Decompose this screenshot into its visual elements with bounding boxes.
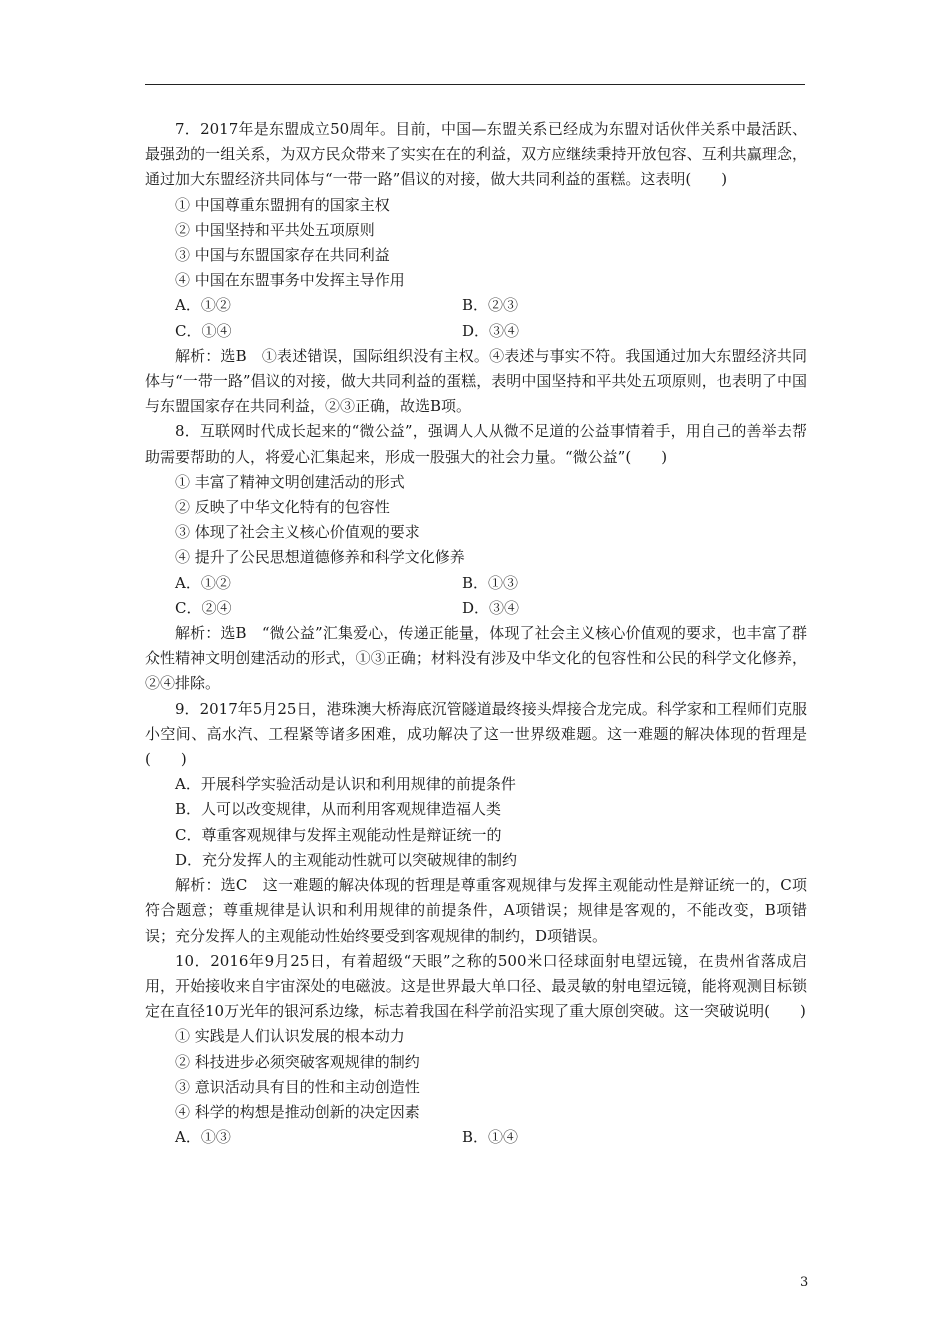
choice-b: B．人可以改变规律，从而利用客观规律造福人类 [175, 800, 502, 819]
choice-row [145, 293, 807, 318]
choice-row [145, 319, 807, 344]
choice-a: A．①② [175, 296, 231, 315]
question-stem: 8．互联网时代成长起来的“微公益”，强调人人从微不足道的公益事情着手，用自己的善举去帮助需要帮助的人，将爱心汇集起来，形成一股强大的社会力量。“微公益”( ) [145, 422, 807, 466]
question-9 [145, 697, 807, 949]
analysis: 解析：选B “微公益”汇集爱心，传递正能量，体现了社会主义核心价值观的要求，也丰富了群众性精神文明创建活动的形式，①③正确；材料没有涉及中华文化的包容性和公民的科学文化修养，②④排除。 [145, 624, 807, 693]
choice-row [145, 596, 807, 621]
statement-item: ① 实践是人们认识发展的根本动力 [175, 1027, 405, 1046]
choice-c: C．①④ [175, 321, 232, 340]
choice-row [145, 1125, 807, 1150]
choice-d: D．③④ [462, 598, 520, 617]
question-stem: 10．2016年9月25日，有着超级“天眼”之称的500米口径球面射电望远镜，在贵州省落成启用，开始接收来自宇宙深处的电磁波。这是世界最大单口径、最灵敏的射电望远镜，能将观测目标锁定在直径10万光年的银河系边缘，标志着我国在科学前沿实现了重大原创突破。这一突破说明( ) [145, 951, 807, 1021]
choice-b: B．①④ [462, 1128, 519, 1147]
question-7 [145, 117, 807, 419]
choice-d: D．充分发挥人的主观能动性就可以突破规律的制约 [175, 850, 518, 869]
statement-item: ① 丰富了精神文明创建活动的形式 [175, 472, 405, 491]
header-rule [145, 84, 805, 85]
statement-item: ① 中国尊重东盟拥有的国家主权 [175, 195, 390, 214]
choice-a: A．开展科学实验活动是认识和利用规律的前提条件 [175, 775, 516, 794]
question-10 [145, 949, 807, 1151]
choice-c: C．②④ [175, 598, 232, 617]
statement-item: ③ 体现了社会主义核心价值观的要求 [175, 523, 420, 542]
statement-item: ④ 提升了公民思想道德修养和科学文化修养 [175, 548, 465, 567]
choice-b: B．②③ [462, 296, 519, 315]
question-stem: 9．2017年5月25日，港珠澳大桥海底沉管隧道最终接头焊接合龙完成。科学家和工程师们克服小空间、高水汽、工程紧等诸多困难，成功解决了这一世界级难题。这一难题的解决体现的哲理是( ) [145, 699, 807, 769]
statement-item: ④ 中国在东盟事务中发挥主导作用 [175, 271, 405, 290]
analysis: 解析：选B ①表述错误，国际组织没有主权。④表述与事实不符。我国通过加大东盟经济共同体与“一带一路”倡议的对接，做大共同利益的蛋糕，表明中国坚持和平共处五项原则，也表明了中国与东盟国家存在共同利益，②③正确，故选B项。 [145, 346, 807, 416]
question-8 [145, 419, 807, 696]
choice-a: A．①② [175, 573, 231, 592]
statement-item: ② 科技进步必须突破客观规律的制约 [175, 1052, 420, 1071]
statement-item: ③ 意识活动具有目的性和主动创造性 [175, 1077, 420, 1096]
question-stem: 7．2017年是东盟成立50周年。目前，中国—东盟关系已经成为东盟对话伙伴关系中最活跃、最强劲的一组关系，为双方民众带来了实实在在的利益，双方应继续秉持开放包容、互利共赢理念，通过加大东盟经济共同体与“一带一路”倡议的对接，做大共同利益的蛋糕。这表明( ) [145, 120, 807, 189]
choice-row [145, 571, 807, 596]
statement-item: ③ 中国与东盟国家存在共同利益 [175, 246, 390, 265]
choice-a: A．①③ [175, 1128, 231, 1147]
choice-c: C．尊重客观规律与发挥主观能动性是辩证统一的 [175, 825, 502, 844]
statement-item: ④ 科学的构想是推动创新的决定因素 [175, 1102, 420, 1121]
choice-d: D．③④ [462, 321, 520, 340]
choice-b: B．①③ [462, 573, 519, 592]
page-content [145, 117, 807, 1150]
analysis: 解析：选C 这一难题的解决体现的哲理是尊重客观规律与发挥主观能动性是辩证统一的，C项符合题意；尊重规律是认识和利用规律的前提条件，A项错误；规律是客观的，不能改变，B项错误；充分发挥人的主观能动性始终要受到客观规律的制约，D项错误。 [145, 876, 807, 945]
statement-item: ② 反映了中华文化特有的包容性 [175, 498, 390, 517]
page-number: 3 [800, 1275, 809, 1290]
statement-item: ② 中国坚持和平共处五项原则 [175, 220, 375, 239]
